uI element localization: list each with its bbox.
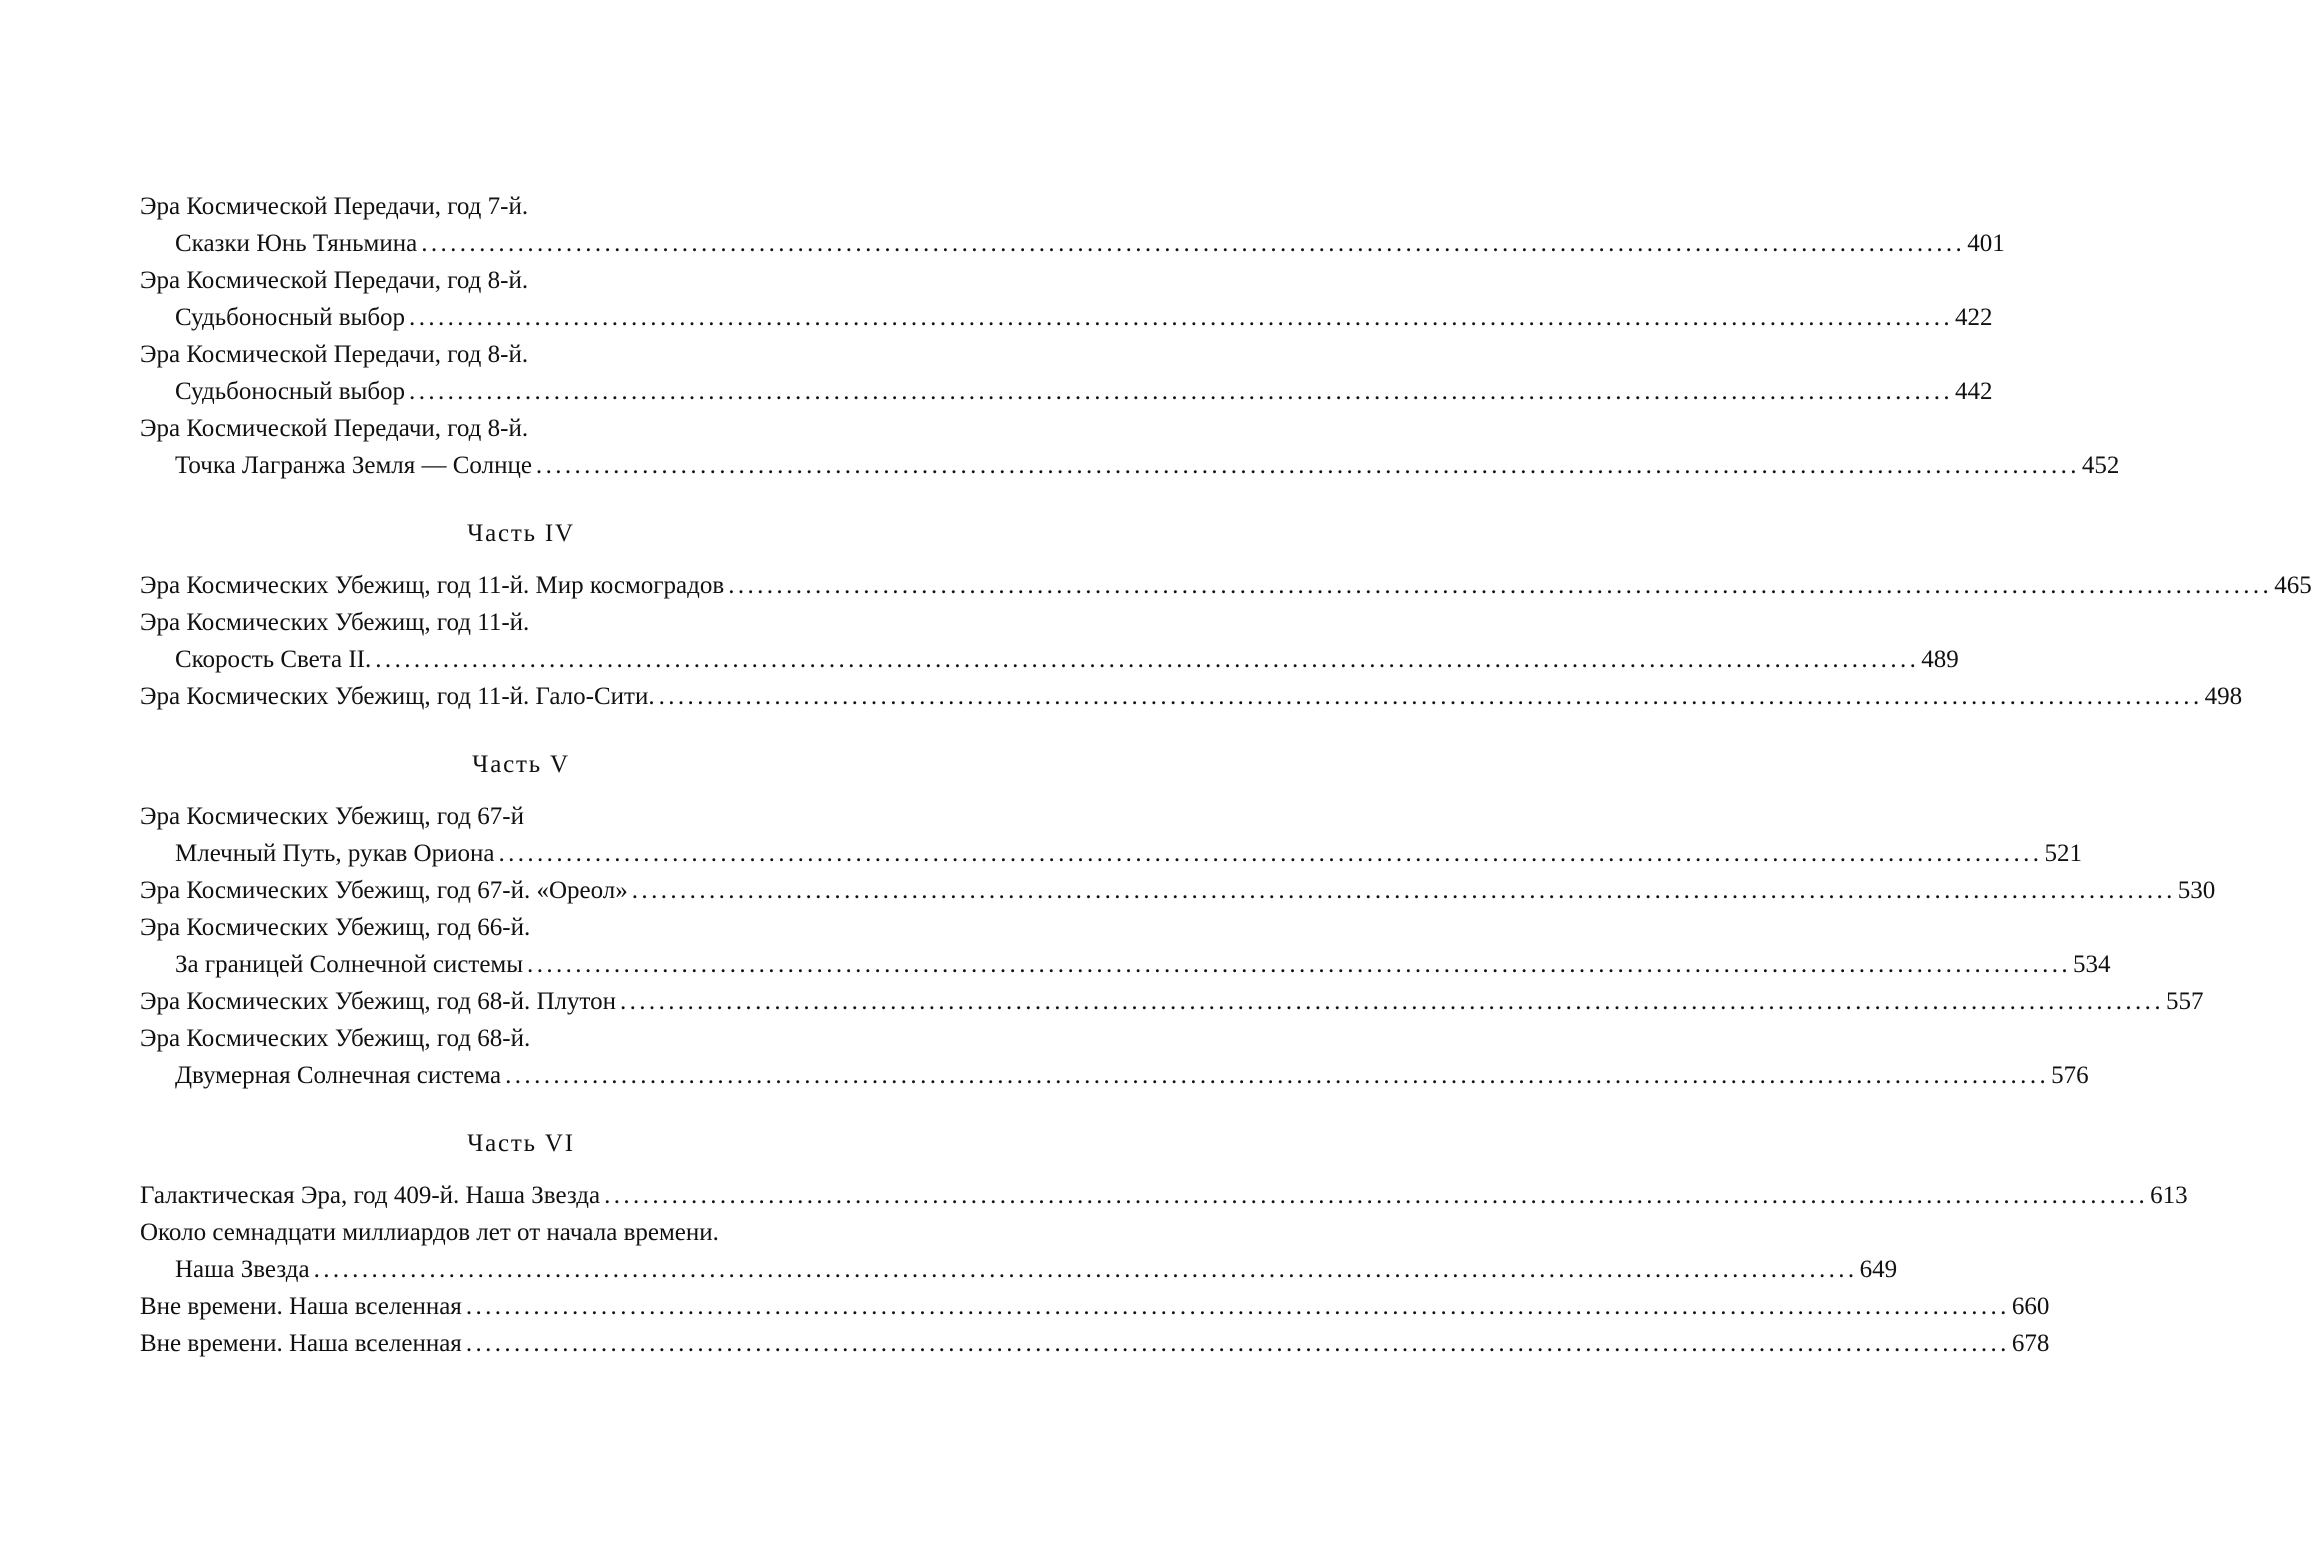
entry-text: Эра Космических Убежищ, год 66-й. [140,914,531,941]
dot-leader: ................................................................................................................................................................ [421,230,1966,257]
toc-entry [140,1177,2188,1214]
entry-text: Эра Космических Убежищ, год 11-й. Мир космоградов [140,572,725,599]
entry-text: Вне времени. Наша вселенная [140,1330,462,1357]
toc-entry [140,872,2216,909]
entry-text: Эра Космической Передачи, год 8-й. [140,341,529,368]
entry-text: Эра Космической Передачи, год 8-й. [140,415,529,442]
entry-text: За границей Солнечной системы [175,951,524,978]
entry-text: Судьбоносный выбор [175,378,406,405]
page-number: 498 [2204,683,2243,710]
page-number: 521 [2044,840,2082,867]
toc-entry-title [140,262,902,299]
toc-entry [140,641,1959,678]
page-number: 649 [1859,1256,1898,1283]
page-number: 613 [2150,1182,2188,1209]
page-number: 576 [2051,1062,2089,1089]
toc-entry [140,1057,2089,1094]
page-number: 534 [2073,951,2111,978]
page-number: 401 [1967,230,2005,257]
page-number: 489 [1921,646,1959,673]
toc-entry-title [140,604,902,641]
dot-leader: ................................................................................................................................................................ [527,951,2072,978]
page-number: 660 [2011,1293,2050,1320]
toc-entry [140,373,1993,410]
part-heading: Часть IV [467,520,575,547]
page-number: 442 [1955,378,1993,405]
entry-text: Сказки Юнь Тяньмина [175,230,418,257]
entry-text: Эра Космических Убежищ, год 67-й. «Ореол» [140,877,628,904]
entry-text: Эра Космической Передачи, год 7-й. [140,193,529,220]
toc-entry [140,946,2111,983]
dot-leader: ................................................................................................................................................................ [465,1330,2010,1357]
entry-text: Двумерная Солнечная система [175,1062,502,1089]
toc-entry-title [140,188,902,225]
dot-leader: ................................................................................................................................................................ [505,1062,2050,1089]
dot-leader: ................................................................................................................................................................ [619,988,2164,1015]
dot-leader: ................................................................................................................................................................ [409,304,1954,331]
toc-entry [140,1325,2050,1362]
toc-entry [140,447,2120,484]
toc-entry [140,835,2082,872]
table-of-contents [140,188,2312,1362]
toc-entry [140,678,2243,715]
entry-text: Эра Космических Убежищ, год 68-й. Плутон [140,988,616,1015]
dot-leader: ................................................................................................................................................................ [498,840,2043,867]
entry-text: Млечный Путь, рукав Ориона [175,840,495,867]
entry-text: Эра Космических Убежищ, год 68-й. [140,1025,531,1052]
page-number: 530 [2177,877,2216,904]
entry-text: Судьбоносный выбор [175,304,406,331]
toc-entry [140,567,2312,604]
dot-leader: ................................................................................................................................................................ [313,1256,1858,1283]
dot-leader: ................................................................................................................................................................ [728,572,2273,599]
toc-entry [140,225,2005,262]
dot-leader: ................................................................................................................................................................ [375,646,1920,673]
entry-text: Вне времени. Наша вселенная [140,1293,462,1320]
entry-text: Наша Звезда [175,1256,310,1283]
page-number: 452 [2081,452,2120,479]
toc-entry-title [140,1214,902,1251]
part-heading: Часть VI [467,1130,575,1157]
page-number: 422 [1955,304,1993,331]
entry-text: Галактическая Эра, год 409-й. Наша Звезда [140,1182,601,1209]
toc-entry-title [140,798,902,835]
dot-leader: ................................................................................................................................................................ [465,1293,2010,1320]
toc-entry [140,1251,1898,1288]
dot-leader: ................................................................................................................................................................ [535,452,2080,479]
entry-text: Эра Космической Передачи, год 8-й. [140,267,529,294]
dot-leader: ................................................................................................................................................................ [604,1182,2149,1209]
toc-entry [140,299,1993,336]
entry-text: Эра Космических Убежищ, год 11-й. Гало-Сити. [140,683,655,710]
page-number: 465 [2274,572,2312,599]
entry-text: Эра Космических Убежищ, год 11-й. [140,609,530,636]
entry-text: Около семнадцати миллиардов лет от начала времени. [140,1219,719,1246]
dot-leader: ................................................................................................................................................................ [631,877,2176,904]
page-number: 557 [2165,988,2204,1015]
dot-leader: ................................................................................................................................................................ [409,378,1954,405]
toc-entry-title [140,1020,902,1057]
page-number: 678 [2011,1330,2050,1357]
dot-leader: ................................................................................................................................................................ [658,683,2203,710]
entry-text: Эра Космических Убежищ, год 67-й [140,803,524,830]
part-heading: Часть V [472,751,570,778]
entry-text: Точка Лагранжа Земля — Солнце [175,452,532,479]
toc-entry-title [140,336,902,373]
toc-entry [140,983,2204,1020]
entry-text: Скорость Света II. [175,646,372,673]
toc-entry-title [140,909,902,946]
toc-entry-title [140,410,902,447]
toc-entry [140,1288,2050,1325]
